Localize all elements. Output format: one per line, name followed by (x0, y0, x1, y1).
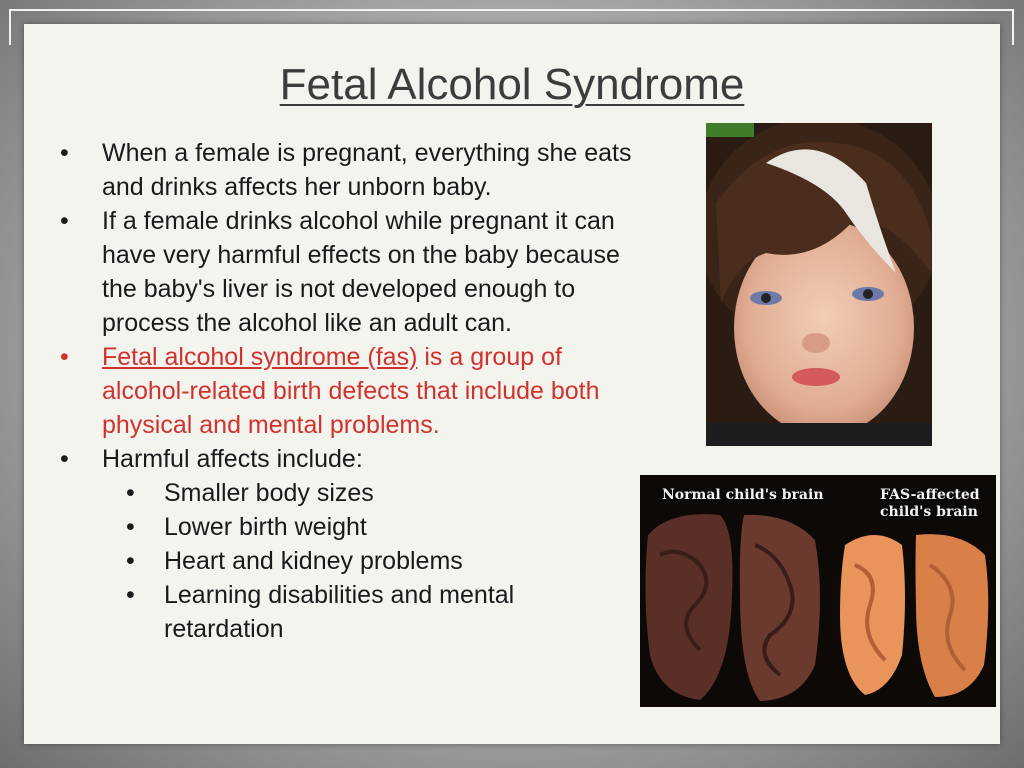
slide-title: Fetal Alcohol Syndrome (279, 60, 745, 109)
sub-bullet-item (58, 578, 638, 646)
sub-bullet-text: Smaller body sizes (164, 479, 374, 507)
bullet-item (58, 442, 638, 476)
child-photo (706, 123, 932, 446)
sub-bullet-item (58, 476, 638, 510)
brain-label-normal: Normal child's brain (662, 487, 824, 503)
bullet-marker: • (126, 513, 135, 541)
bullet-marker: • (126, 479, 135, 507)
bullet-marker: • (126, 581, 135, 609)
bullet-marker: • (60, 139, 69, 167)
bullet-marker: • (60, 445, 69, 473)
bullet-text: Harmful affects include: (102, 445, 363, 473)
bullet-text: is a group of alcohol-related birth defects that include both physical and mental problems. (102, 343, 600, 439)
bullet-list (58, 136, 638, 646)
sub-bullet-item (58, 544, 638, 578)
brain-label-fas (880, 487, 980, 521)
bullet-item (58, 204, 638, 340)
bullet-text: When a female is pregnant, everything she eats and drinks affects her unborn baby. (102, 139, 632, 201)
bullet-item-fas (58, 340, 638, 442)
bullet-marker: • (126, 547, 135, 575)
brain-label-fas-line2: child's brain (880, 504, 978, 520)
bullet-marker: • (60, 343, 69, 371)
bullet-item (58, 136, 638, 204)
brain-comparison-photo (640, 475, 996, 707)
sub-bullet-item (58, 510, 638, 544)
sub-bullet-text: Heart and kidney problems (164, 547, 463, 575)
fas-link[interactable]: Fetal alcohol syndrome (fas) (102, 343, 418, 371)
brain-label-fas-line1: FAS-affected (880, 487, 980, 503)
sub-bullet-text: Lower birth weight (164, 513, 367, 541)
sub-bullet-text: Learning disabilities and mental retardation (164, 581, 515, 643)
bullet-marker: • (60, 207, 69, 235)
bullet-text: If a female drinks alcohol while pregnant it can have very harmful effects on the baby because the baby's liver is not developed enough to process the alcohol like an adult can. (102, 207, 620, 337)
